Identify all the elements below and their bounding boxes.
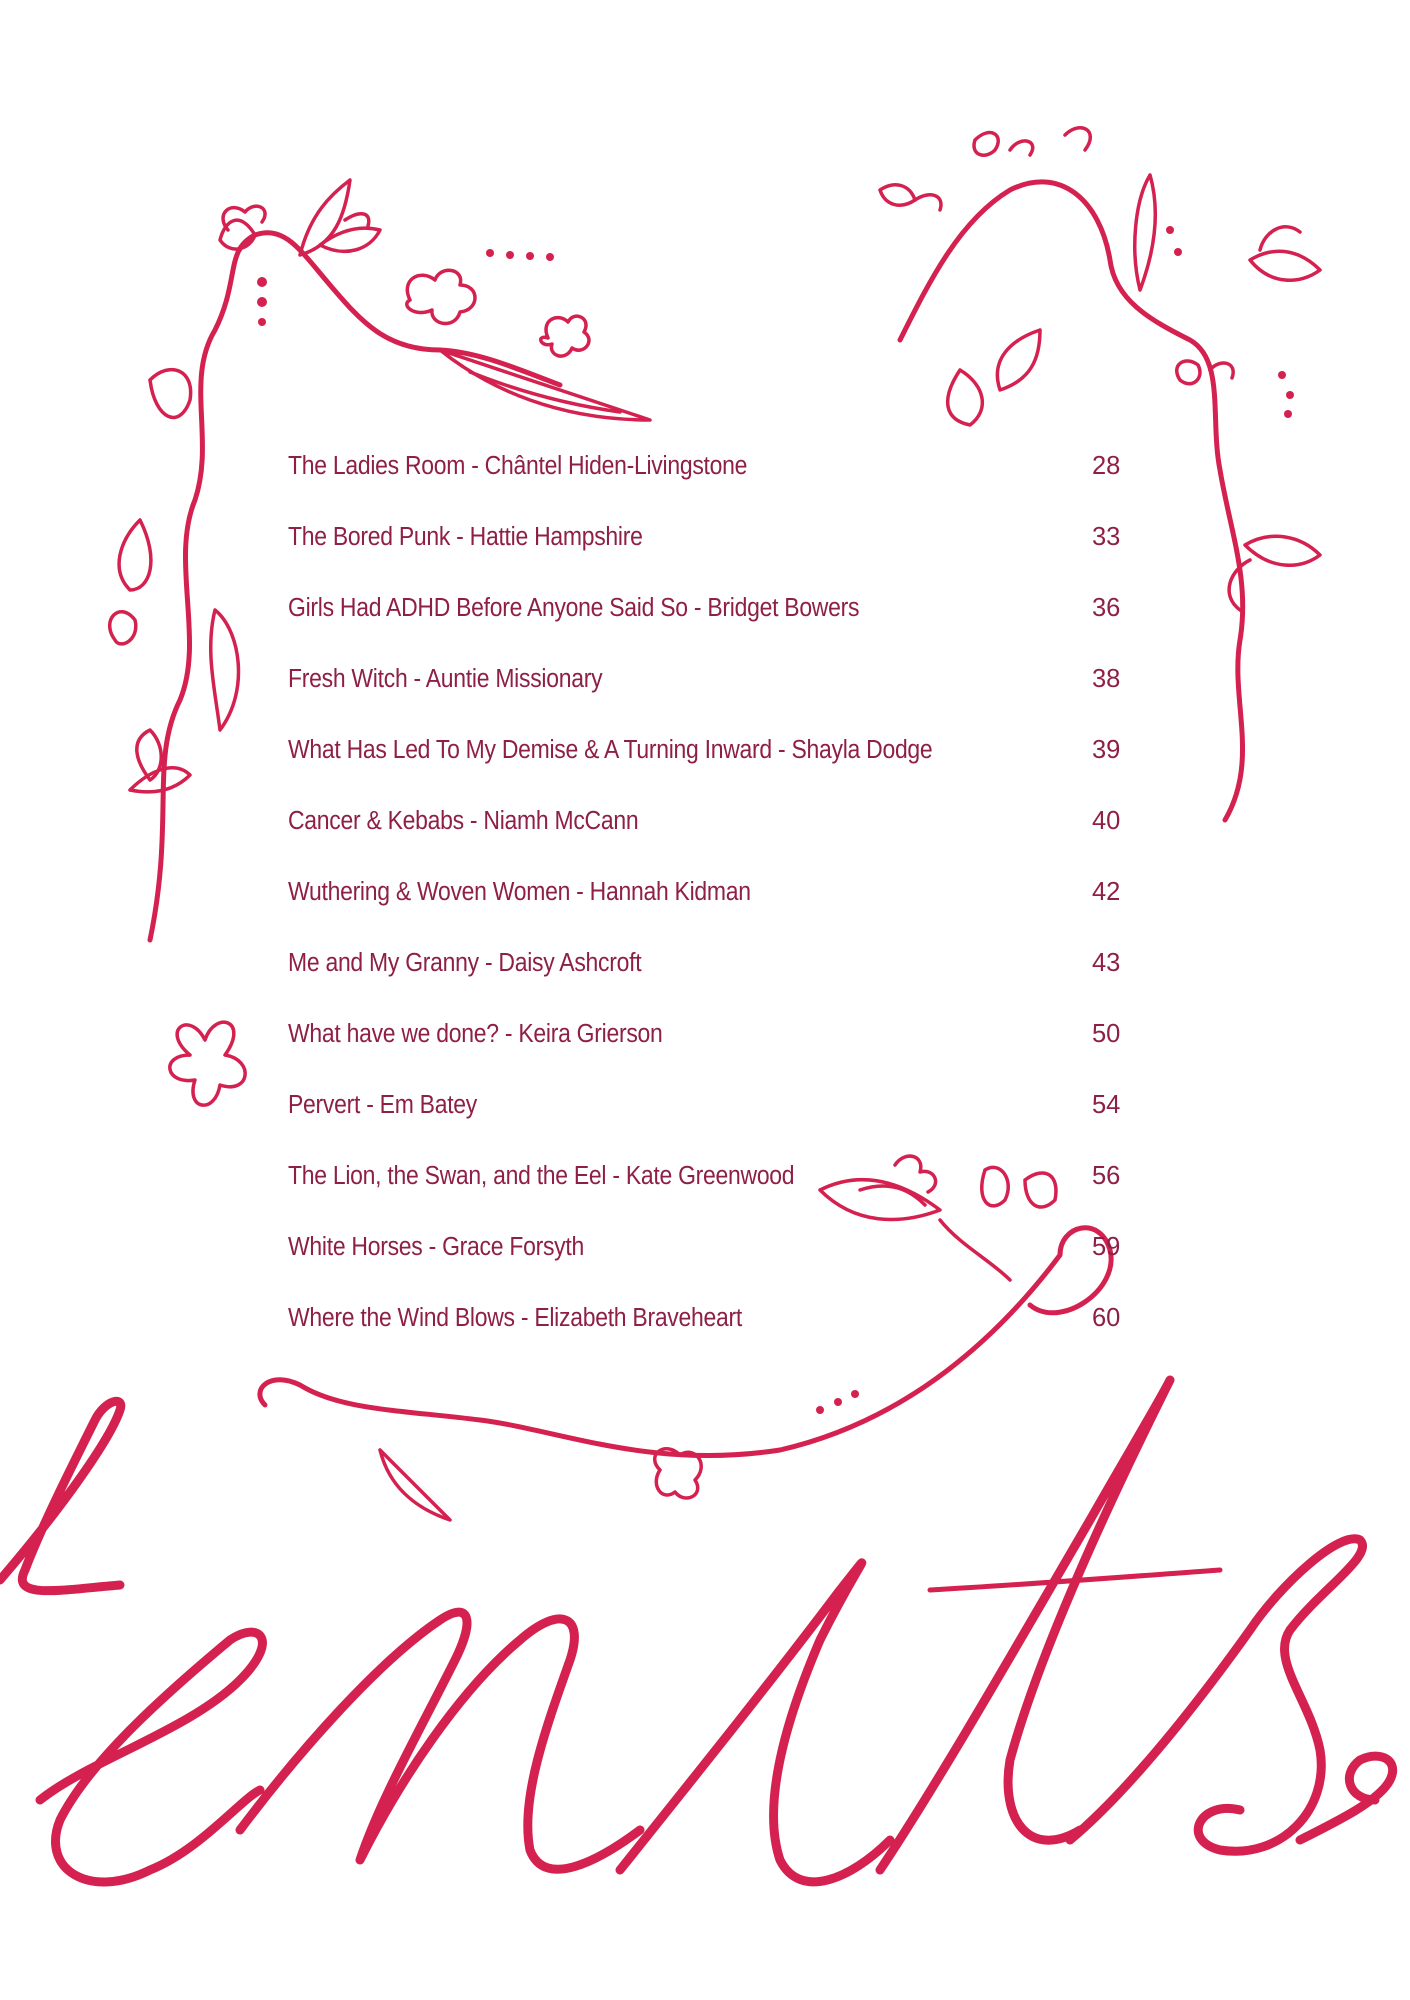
toc-entry-page-number: 43 [1092,949,1121,977]
toc-entry-page-number: 60 [1092,1304,1121,1332]
toc-entry-title[interactable]: White Horses - Grace Forsyth [288,1233,584,1261]
toc-entry-title[interactable]: Wuthering & Woven Women - Hannah Kidman [288,878,751,906]
toc-entry-title[interactable]: The Ladies Room - Chântel Hiden-Livingstone [288,452,748,480]
toc-entry-page-number: 54 [1092,1091,1121,1119]
toc-entry-title[interactable]: What Has Led To My Demise & A Turning Inward - Shayla Dodge [288,736,933,764]
table-of-contents [288,452,1128,1375]
toc-entry[interactable] [288,665,1128,736]
toc-entry-title[interactable]: Me and My Granny - Daisy Ashcroft [288,949,642,977]
toc-entry[interactable] [288,736,1128,807]
toc-entry-title[interactable]: What have we done? - Keira Grierson [288,1020,663,1048]
toc-entry-page-number: 42 [1092,878,1121,906]
toc-entry[interactable] [288,594,1128,665]
toc-entry-page-number: 59 [1092,1233,1121,1261]
toc-entry-page-number: 36 [1092,594,1121,622]
toc-entry-title[interactable]: Where the Wind Blows - Elizabeth Braveheart [288,1304,742,1332]
toc-entry-title[interactable]: The Lion, the Swan, and the Eel - Kate Greenwood [288,1162,795,1190]
toc-entry[interactable] [288,1233,1128,1304]
toc-entry-title[interactable]: Pervert - Em Batey [288,1091,477,1119]
toc-entry-title[interactable]: Fresh Witch - Auntie Missionary [288,665,603,693]
toc-entry[interactable] [288,1020,1128,1091]
toc-entry[interactable] [288,523,1128,594]
toc-entry[interactable] [288,1304,1128,1375]
toc-entry[interactable] [288,878,1128,949]
flower-icon [170,1022,245,1105]
toc-entry-title[interactable]: The Bored Punk - Hattie Hampshire [288,523,643,551]
toc-entry-title[interactable]: Cancer & Kebabs - Niamh McCann [288,807,639,835]
toc-entry-title[interactable]: Girls Had ADHD Before Anyone Said So - Bridget Bowers [288,594,860,622]
toc-entry-page-number: 39 [1092,736,1121,764]
toc-entry[interactable] [288,1091,1128,1162]
toc-entry-page-number: 56 [1092,1162,1121,1190]
toc-entry-page-number: 50 [1092,1020,1121,1048]
toc-entry[interactable] [288,807,1128,878]
toc-entry[interactable] [288,452,1128,523]
toc-entry-page-number: 40 [1092,807,1121,835]
toc-entry-page-number: 38 [1092,665,1121,693]
toc-entry[interactable] [288,1162,1128,1233]
toc-entry-page-number: 28 [1092,452,1121,480]
toc-entry-page-number: 33 [1092,523,1121,551]
toc-entry[interactable] [288,949,1128,1020]
